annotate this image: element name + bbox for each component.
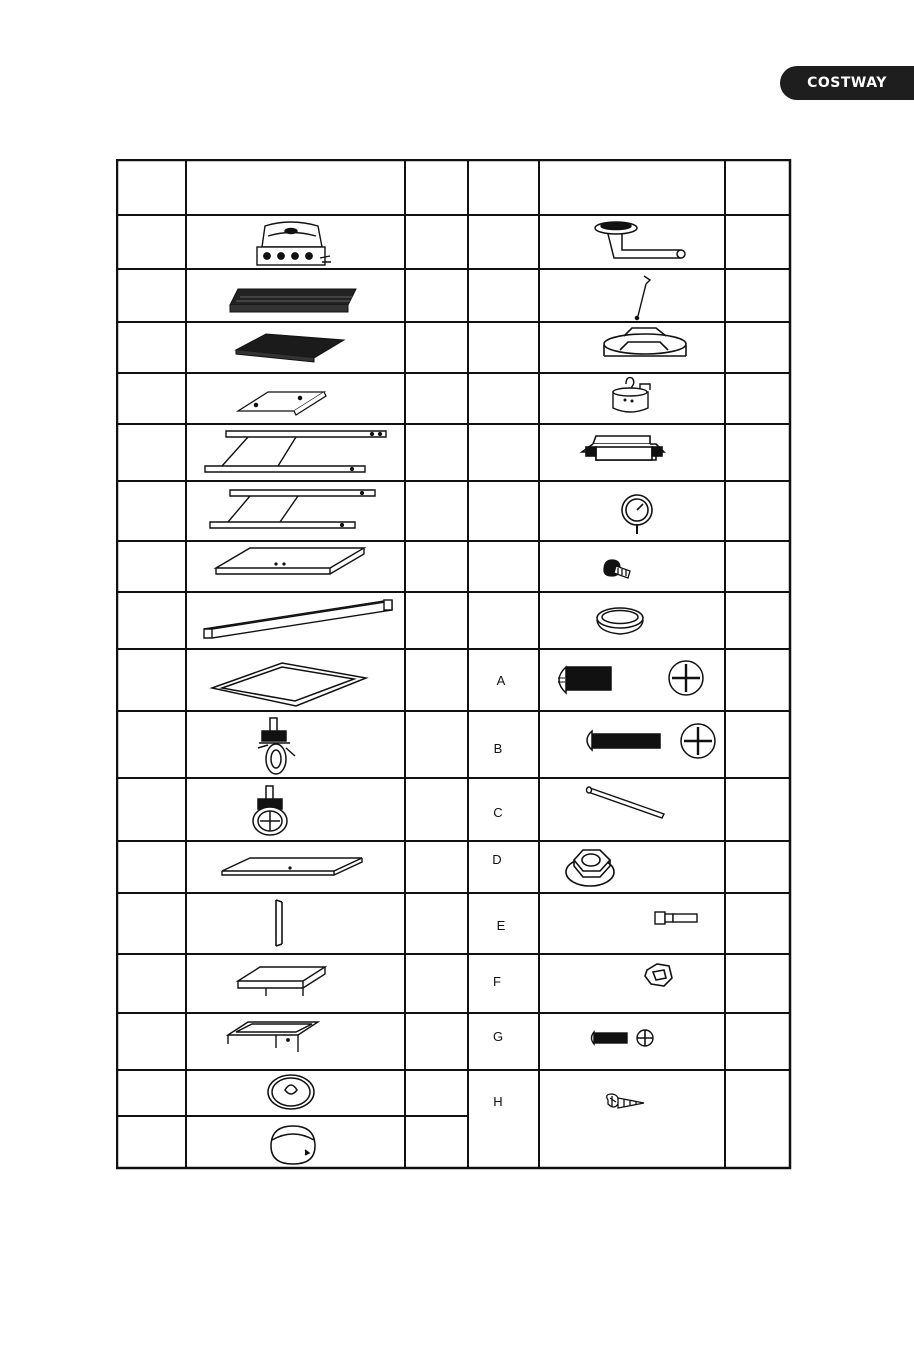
bottom-frame-icon bbox=[212, 663, 366, 706]
crossbar-icon bbox=[204, 600, 392, 638]
grease-cup-icon bbox=[613, 378, 650, 412]
bezel-ring-icon bbox=[597, 608, 643, 634]
thumb-screw-icon bbox=[604, 560, 630, 578]
screw-g-icon bbox=[592, 1030, 654, 1046]
label-b: B bbox=[493, 741, 503, 756]
bracket-box-icon bbox=[582, 436, 664, 460]
panel-icon bbox=[216, 548, 364, 574]
label-f: F bbox=[493, 974, 501, 989]
parts-list-table bbox=[116, 159, 792, 1171]
side-frame-icon bbox=[205, 431, 386, 472]
handle-rod-icon bbox=[276, 900, 282, 946]
side-burner-icon bbox=[595, 222, 685, 258]
knob-bezel-icon bbox=[268, 1075, 314, 1109]
label-a: A bbox=[496, 673, 506, 688]
griddle-icon bbox=[236, 334, 344, 362]
igniter-wire-icon bbox=[635, 276, 650, 320]
screw-a-icon bbox=[558, 661, 703, 695]
self-tapping-screw-h-icon bbox=[607, 1094, 644, 1108]
bolt-e-icon bbox=[655, 912, 697, 924]
locking-caster-icon bbox=[258, 718, 295, 774]
flange-nut-d-icon bbox=[566, 850, 614, 886]
caster-icon bbox=[253, 786, 287, 835]
control-knob-icon bbox=[271, 1126, 315, 1164]
side-shelf-icon bbox=[238, 967, 325, 996]
nut-f-icon bbox=[645, 964, 672, 986]
label-c: C bbox=[493, 805, 503, 820]
grate-icon bbox=[230, 289, 356, 312]
label-d: D bbox=[492, 852, 502, 867]
label-g: G bbox=[492, 1029, 504, 1044]
label-e: E bbox=[496, 918, 506, 933]
brand-logo: COSTWAY bbox=[780, 66, 914, 100]
rod-c-icon bbox=[587, 787, 665, 818]
side-frame-icon bbox=[210, 490, 375, 528]
grill-head-icon bbox=[257, 222, 331, 265]
heat-shield-icon bbox=[238, 392, 326, 415]
screw-b-icon bbox=[587, 724, 715, 758]
shelf-board-icon bbox=[222, 858, 362, 875]
thermometer-icon bbox=[622, 495, 652, 534]
shelf-bracket-icon bbox=[228, 1022, 318, 1052]
label-h: H bbox=[493, 1094, 503, 1109]
burner-grate-icon bbox=[604, 328, 686, 356]
